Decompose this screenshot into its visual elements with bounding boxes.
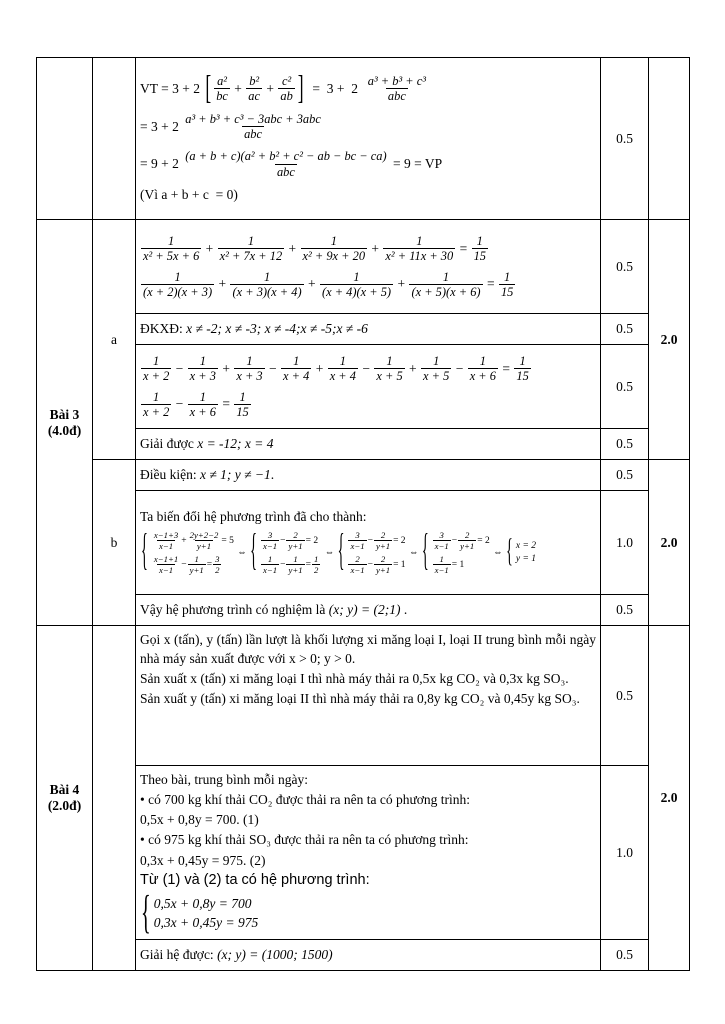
math-text: x = -12; x = 4 <box>197 436 274 451</box>
fraction-denominator: ac <box>248 89 261 104</box>
fraction-numerator: 1 <box>267 554 273 565</box>
fraction-numerator: 3 <box>215 554 220 565</box>
math-line-b-condition <box>140 467 596 483</box>
math-fraction <box>286 554 304 575</box>
fraction-denominator: x + 4 <box>329 369 356 384</box>
fraction-numerator: 1 <box>246 353 253 368</box>
points-cell: 0.5 <box>601 58 649 220</box>
math-text: Giải được <box>140 436 198 451</box>
total-cell-empty <box>649 58 690 220</box>
math-fraction <box>366 74 428 104</box>
math-text: = <box>499 360 514 376</box>
system-brace: { <box>141 527 148 577</box>
math-fraction <box>409 270 482 300</box>
fraction-numerator: 1 <box>416 233 423 248</box>
fraction-denominator: x² + 9x + 20 <box>302 249 366 264</box>
system-line <box>154 915 258 931</box>
text-line-so3: • có 975 kg khí thải SO₃ được thải ra nên ta có phương trình: <box>140 832 469 848</box>
system-lines <box>154 896 258 931</box>
math-line-final-system <box>140 888 596 939</box>
fraction-numerator: 1 <box>386 353 393 368</box>
total-part-a: 2.0 <box>649 220 690 460</box>
math-fraction <box>246 74 262 104</box>
fraction-denominator: x + 4 <box>283 369 310 384</box>
math-fraction <box>320 270 393 300</box>
fraction-denominator: x + 2 <box>143 404 170 419</box>
math-fraction <box>213 554 221 575</box>
math-text: − <box>451 535 458 546</box>
fraction-numerator: 2 <box>293 530 298 541</box>
math-fraction <box>234 354 264 384</box>
math-fraction <box>183 149 388 179</box>
label-bai3 <box>37 220 93 626</box>
math-fraction <box>183 112 323 142</box>
label-bai4 <box>37 626 93 971</box>
fraction-denominator: x + 3 <box>189 369 216 384</box>
solution-cell-final-answer <box>136 940 601 971</box>
system-lines <box>432 530 490 575</box>
math-fraction <box>141 234 201 264</box>
math-fraction <box>281 354 311 384</box>
math-fraction <box>301 234 368 264</box>
math-text: − <box>358 360 374 376</box>
fraction-denominator: x−1 <box>262 541 278 552</box>
text-line-eq2: 0,3x + 0,45y = 975. (2) <box>140 852 266 868</box>
system-brace: { <box>421 527 429 577</box>
system-brace: { <box>250 527 257 577</box>
fraction-denominator: x² + 7x + 12 <box>219 249 283 264</box>
fraction-numerator: 2 <box>380 530 386 541</box>
fraction-denominator: y+1 <box>288 565 303 576</box>
fraction-numerator: 1 <box>476 233 483 248</box>
fraction-denominator: x + 2 <box>143 369 170 384</box>
math-text: + <box>304 276 319 292</box>
math-fraction <box>468 354 498 384</box>
label-bai3-name: Bài 3 <box>49 406 80 422</box>
math-fraction <box>328 354 358 384</box>
system-line <box>516 554 536 564</box>
math-text: + <box>230 80 246 96</box>
math-line-solution-a <box>140 436 596 452</box>
math-fraction <box>230 270 303 300</box>
paragraph-variables: Gọi x (tấn), y (tấn) lần lượt là khối lượng xi măng loại I, loại II trung bình mỗi ngày nhà máy sản xuất được với x > 0; y > 0. <box>140 632 596 667</box>
math-text: − <box>280 559 286 570</box>
fraction-numerator: 1 <box>442 269 450 284</box>
points-cell: 0.5 <box>601 429 649 460</box>
fraction-denominator: y+1 <box>460 541 475 552</box>
math-text: + <box>181 535 187 546</box>
fraction-denominator: x−1 <box>350 565 365 576</box>
solution-cell-a-equation <box>136 220 601 314</box>
math-text: + <box>368 240 383 256</box>
math-text: + <box>202 240 217 256</box>
fraction-numerator: 3 <box>355 530 360 541</box>
math-line-vt <box>140 68 596 107</box>
system-line <box>154 896 252 912</box>
math-fraction <box>383 234 455 264</box>
solution-cell-b-result <box>136 595 601 626</box>
fraction-numerator: (a + b + c)(a² + b² + c² − ab − bc − ca) <box>185 149 387 164</box>
math-fraction <box>278 74 294 104</box>
math-line-telescoping <box>140 354 596 384</box>
system-lines <box>516 541 536 564</box>
fraction-denominator: x² + 5x + 6 <box>143 249 200 264</box>
fraction-denominator: y+1 <box>288 541 303 552</box>
system-lines <box>347 530 405 575</box>
math-text: . <box>400 602 408 617</box>
fraction-denominator: 15 <box>516 369 529 384</box>
label-bai3-points: (4.0đ) <box>47 422 82 438</box>
label-bai4-name: Bài 4 <box>49 782 80 797</box>
points-cell: 0.5 <box>601 314 649 345</box>
math-text: = 5 <box>221 535 234 546</box>
math-fraction <box>152 554 180 575</box>
math-fraction <box>141 354 171 384</box>
math-text: x ≠ -2; x ≠ -3; x ≠ -4;x ≠ -5;x ≠ -6 <box>186 321 368 336</box>
fraction-numerator: 1 <box>313 554 319 565</box>
fraction-denominator: abc <box>387 89 406 104</box>
math-text: = <box>305 559 311 570</box>
fraction-numerator: 1 <box>194 554 199 565</box>
fraction-denominator: x + 6 <box>469 369 496 384</box>
math-text: − <box>367 535 373 546</box>
math-text: − <box>172 396 187 412</box>
math-text: + <box>312 360 327 376</box>
math-line-original-equation <box>140 234 596 264</box>
total-part-b: 2.0 <box>649 460 690 626</box>
math-text: − <box>452 360 467 376</box>
math-fraction <box>472 234 488 264</box>
fraction-numerator: 1 <box>330 233 337 248</box>
fraction-denominator: x−1 <box>262 565 278 576</box>
math-fraction <box>348 530 366 551</box>
fraction-numerator: 1 <box>239 389 246 404</box>
fraction-denominator: x + 5 <box>376 369 403 384</box>
math-text: x = 2 <box>515 541 537 552</box>
math-text: = 2 <box>305 535 319 546</box>
math-fraction <box>514 354 530 384</box>
text-line-co2: • có 700 kg khí thải CO₂ được thải ra nên ta có phương trình: <box>140 792 471 808</box>
fraction-numerator: b² <box>249 74 260 89</box>
fraction-denominator: y+1 <box>189 565 204 576</box>
fraction-denominator: x−1 <box>350 541 365 552</box>
math-text: + <box>218 360 234 376</box>
math-line-solution-b <box>140 602 596 618</box>
text-line-eq1: 0,5x + 0,8y = 700. (1) <box>140 812 259 828</box>
math-text: = 2 <box>477 535 490 546</box>
points-cell: 0.5 <box>601 940 649 971</box>
fraction-denominator: x² + 11x + 30 <box>385 249 454 264</box>
math-fraction <box>348 554 366 575</box>
label-cell-empty <box>37 58 93 220</box>
math-text: Điều kiện: <box>140 467 200 482</box>
fraction-numerator: 1 <box>293 353 300 368</box>
math-text: + <box>215 276 230 292</box>
system-line <box>347 530 405 551</box>
equation-system <box>337 527 406 577</box>
solution-cell-b-condition <box>136 460 601 491</box>
system-line <box>151 554 223 575</box>
system-lines <box>260 530 321 575</box>
math-text: ⇔ <box>322 547 337 558</box>
fraction-numerator: 3 <box>267 530 273 541</box>
fraction-denominator: 2 <box>215 565 220 576</box>
equation-system <box>421 527 490 577</box>
math-fraction <box>433 530 451 551</box>
system-brace: { <box>337 527 345 577</box>
system-brace: { <box>506 533 513 571</box>
fraction-denominator: x−1 <box>158 541 174 552</box>
big-bracket: [ <box>205 68 212 107</box>
fraction-denominator: x−1 <box>158 565 174 576</box>
fraction-denominator: 15 <box>500 284 514 299</box>
answer-key-table <box>36 57 690 971</box>
fraction-numerator: 1 <box>519 353 526 368</box>
math-text: Vậy hệ phương trình có nghiệm là <box>140 602 329 617</box>
fraction-denominator: abc <box>244 127 262 141</box>
fraction-denominator: 2 <box>313 565 319 576</box>
system-line <box>260 530 318 551</box>
fraction-denominator: 15 <box>236 404 249 419</box>
fraction-denominator: (x + 5)(x + 6) <box>411 284 481 299</box>
fraction-numerator: c² <box>281 74 292 89</box>
fraction-numerator: 1 <box>339 353 346 368</box>
fraction-numerator: 1 <box>293 554 298 565</box>
math-fraction <box>374 530 392 551</box>
math-line-condition <box>140 187 596 203</box>
system-line <box>347 554 405 575</box>
solution-cell-equations <box>136 766 601 940</box>
fraction-numerator: 2 <box>465 530 470 541</box>
solution-cell-a-result <box>136 429 601 460</box>
math-text: = <box>456 240 471 256</box>
equation-system <box>141 888 259 939</box>
fraction-denominator: y+1 <box>375 565 391 576</box>
paragraph-type1-emissions: Sản xuất x (tấn) xi măng loại I thì nhà máy thải ra 0,5x kg CO₂ và 0,3x kg SO₃. <box>140 671 569 687</box>
solution-cell-identity-proof <box>136 58 601 220</box>
math-text: y = 1 <box>515 554 537 565</box>
math-fraction <box>261 554 279 575</box>
math-line-domain <box>140 321 596 337</box>
math-text: + <box>285 240 300 256</box>
math-text: = 1 <box>393 559 406 570</box>
fraction-numerator: 1 <box>353 269 360 284</box>
math-text: = 3 + 2 <box>140 118 183 134</box>
math-text: x ≠ 1; y ≠ −1 <box>200 467 271 482</box>
system-line <box>516 541 536 551</box>
math-text: ⇔ <box>234 547 250 558</box>
fraction-numerator: 1 <box>479 353 486 368</box>
fraction-denominator: x + 6 <box>189 404 216 419</box>
math-text: . <box>270 467 275 482</box>
math-text: = <box>206 559 213 570</box>
fraction-numerator: x−1+1 <box>153 554 179 565</box>
math-fraction <box>421 354 451 384</box>
solution-cell-a-telescoping <box>136 345 601 429</box>
paragraph-type2-emissions: Sản xuất y (tấn) xi măng loại II thì nhà máy thải ra 0,8y kg CO₂ và 0,45y kg SO₃. <box>140 691 580 707</box>
math-text: ĐKXĐ: <box>140 321 187 336</box>
fraction-numerator: a³ + b³ + c³ <box>367 74 426 89</box>
math-fraction <box>261 530 279 551</box>
math-text: 0,3x + 0,45y = 975 <box>153 915 259 931</box>
math-text: = <box>483 276 498 292</box>
solution-cell-a-domain <box>136 314 601 345</box>
math-text: (x; y) = (1000; 1500) <box>217 947 333 962</box>
label-bai4-points: (2.0đ) <box>47 798 82 813</box>
math-fraction <box>458 530 476 551</box>
fraction-denominator: x−1 <box>434 541 449 552</box>
math-text: + <box>263 80 278 96</box>
solution-cell-word-problem-setup <box>136 626 601 766</box>
math-text: = <box>218 396 234 412</box>
points-cell: 0.5 <box>601 345 649 429</box>
fraction-numerator: 1 <box>174 269 181 284</box>
fraction-numerator: a² <box>217 74 228 89</box>
fraction-denominator: x + 3 <box>236 369 263 384</box>
fraction-denominator: x−1 <box>434 565 449 576</box>
math-fraction <box>286 530 304 551</box>
math-fraction <box>374 554 392 575</box>
math-fraction <box>152 530 180 551</box>
fraction-numerator: 1 <box>153 389 160 404</box>
fraction-denominator: (x + 4)(x + 5) <box>321 284 392 299</box>
math-fraction <box>218 234 285 264</box>
fraction-numerator: 1 <box>199 389 206 404</box>
equation-system <box>250 527 321 577</box>
math-text: = 2 <box>393 535 406 546</box>
equation-system <box>506 533 537 571</box>
math-text: ⇔ <box>490 547 506 558</box>
fraction-denominator: bc <box>216 89 228 104</box>
fraction-denominator: y+1 <box>196 541 212 552</box>
math-text: 0,5x + 0,8y = 700 <box>153 896 252 912</box>
fraction-denominator: abc <box>276 164 295 179</box>
fraction-numerator: 2y+2−2 <box>189 530 219 541</box>
math-text: + <box>394 276 409 292</box>
points-cell: 0.5 <box>601 595 649 626</box>
points-cell: 0.5 <box>601 220 649 314</box>
fraction-numerator: x−1+3 <box>153 530 179 541</box>
fraction-numerator: 1 <box>263 269 271 284</box>
fraction-numerator: 1 <box>168 233 175 248</box>
math-line-factor <box>140 149 596 179</box>
system-line <box>432 530 490 551</box>
math-fraction <box>433 554 451 575</box>
math-text: = 9 + 2 <box>140 156 183 172</box>
fraction-denominator: x + 5 <box>423 369 450 384</box>
math-text: − <box>172 360 187 376</box>
math-fraction <box>141 270 214 300</box>
fraction-numerator: 1 <box>504 269 511 284</box>
math-text: = 9 = VP <box>389 156 443 172</box>
math-text: VT = 3 + 2 <box>140 80 204 96</box>
system-line <box>432 554 465 575</box>
math-fraction <box>188 354 218 384</box>
math-line-telescoped <box>140 390 596 420</box>
math-text: (x; y) = (2;1) <box>328 602 401 617</box>
points-cell: 1.0 <box>601 766 649 940</box>
fraction-denominator: (x + 3)(x + 4) <box>232 284 302 299</box>
math-line-final-answer <box>140 947 596 963</box>
system-line <box>151 530 234 551</box>
fraction-denominator: (x + 2)(x + 3) <box>143 284 213 299</box>
math-fraction <box>188 554 206 575</box>
math-text: Giải hệ được: <box>140 947 218 962</box>
math-fraction <box>188 390 218 420</box>
fraction-denominator: 15 <box>473 249 486 264</box>
part-a-label: a <box>93 220 136 460</box>
fraction-numerator: 1 <box>439 554 444 565</box>
points-cell: 0.5 <box>601 460 649 491</box>
math-text: − <box>265 360 281 376</box>
math-text: = 1 <box>451 559 465 570</box>
system-lines <box>151 530 234 575</box>
math-fraction <box>374 354 404 384</box>
math-text: − <box>367 559 373 570</box>
fraction-numerator: 1 <box>247 233 255 248</box>
solution-cell-b-transform <box>136 491 601 595</box>
math-text: ⇔ <box>406 547 421 558</box>
math-line-expand <box>140 112 596 142</box>
math-text: = 3 + 2 <box>305 80 365 96</box>
fraction-numerator: 2 <box>380 554 386 565</box>
math-fraction <box>214 74 230 104</box>
math-fraction <box>141 390 171 420</box>
fraction-numerator: 1 <box>433 353 440 368</box>
big-bracket: ] <box>297 68 304 107</box>
part-b-label: b <box>93 460 136 626</box>
points-cell: 0.5 <box>601 626 649 766</box>
math-text: + <box>405 360 421 376</box>
part-cell-empty-bai4 <box>93 626 136 971</box>
fraction-numerator: 2 <box>355 554 360 565</box>
math-fraction <box>499 270 515 300</box>
math-text: (Vì a + b + c = 0) <box>140 186 238 202</box>
text-line-daily: Theo bài, trung bình mỗi ngày: <box>140 772 308 787</box>
fraction-numerator: 3 <box>439 530 444 541</box>
fraction-numerator: a³ + b³ + c³ − 3abc + 3abc <box>185 111 321 126</box>
total-bai4: 2.0 <box>649 626 690 971</box>
math-fraction <box>188 530 221 551</box>
math-text: − <box>280 535 286 546</box>
math-line-systems-chain <box>140 527 596 577</box>
math-line-factored-equation <box>140 270 596 300</box>
fraction-denominator: y+1 <box>375 541 391 552</box>
fraction-numerator: 1 <box>153 353 160 368</box>
system-line <box>260 554 321 575</box>
points-cell: 1.0 <box>601 491 649 595</box>
text-line-system-intro: Từ (1) và (2) ta có hệ phương trình: <box>140 871 370 888</box>
part-cell-empty <box>93 58 136 220</box>
fraction-denominator: ab <box>280 89 293 104</box>
math-fraction <box>234 390 250 420</box>
fraction-numerator: 1 <box>199 353 206 368</box>
equation-system <box>141 527 234 577</box>
system-brace: { <box>141 888 151 939</box>
text-line-transform-intro: Ta biến đổi hệ phương trình đã cho thành: <box>140 508 367 524</box>
math-text: − <box>181 559 187 570</box>
math-fraction <box>312 554 320 575</box>
